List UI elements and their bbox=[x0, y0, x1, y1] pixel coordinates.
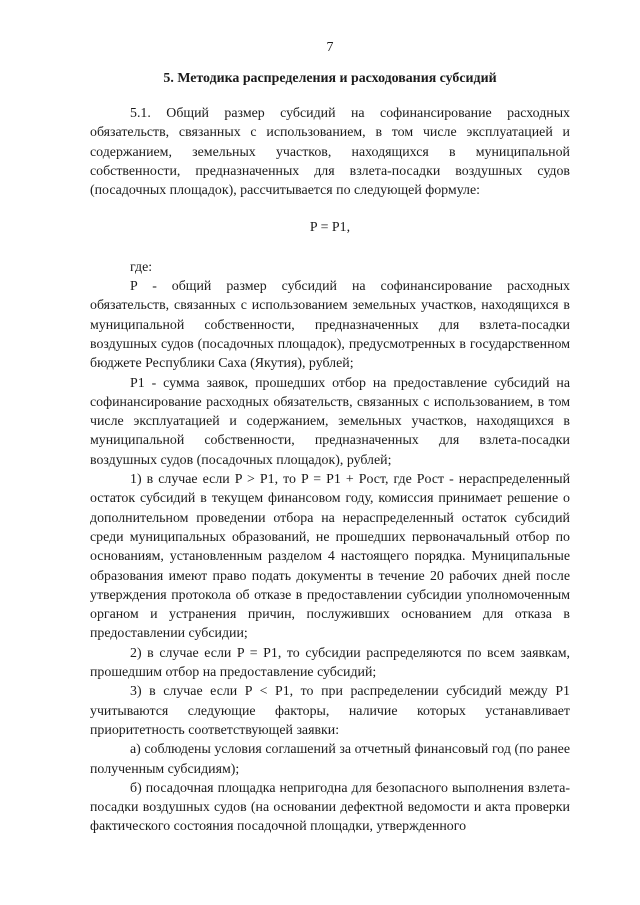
where-label: где: bbox=[130, 259, 153, 275]
case-3: 3) в случае если P < P1, то при распределении субсидий между P1 учитываются следующие факторы, наличие которых устанавливает приоритетность соответствующей заявки: bbox=[90, 684, 570, 738]
factor-a: а) соблюдены условия соглашений за отчетный финансовый год (по ранее полученным субсидиям); bbox=[90, 742, 570, 777]
paragraph-5-1: 5.1. Общий размер субсидий на софинансирование расходных обязательств, связанных с использованием, в том числе эксплуатацией и содержанием, земельных участков, находящихся в муниципальной собственности, предназначенных для взлета-посадки воздушных судов (посадочных площадок), рассчитывается по следующей формуле: bbox=[90, 106, 570, 199]
formula: P = P1, bbox=[309, 220, 351, 236]
factor-b: б) посадочная площадка непригодна для безопасного выполнения взлета-посадки воздушных судов (на основании дефектной ведомости и акта проверки фактического состояния посадочной площадки, утвержденного bbox=[90, 780, 570, 835]
definition-p: P - общий размер субсидий на софинансирование расходных обязательств, связанных с использованием земельных участков, находящихся в муниципальной собственности, предназначенных для взлета-посадки воздушных судов (посадочных площадок), предусмотренных в государственном бюджете Республики Саха (Якутия), рублей; bbox=[90, 279, 570, 372]
page-number: 7 bbox=[326, 40, 334, 55]
case-1: 1) в случае если P > P1, то P = P1 + Pост, где Pост - нераспределенный остаток субсидий в текущем финансовом году, комиссия принимает решение о дополнительном проведении отбора на нераспределенный остаток субсидий среди муниципальных образований, не прошедших первоначальный отбор по основаниям, установленным разделом 4 настоящего порядка. Муниципальные образования имеют право подать документы в течение 20 рабочих дней после утверждения протокола об отказе в предоставлении субсидии уполномоченным органом и устранения причин, послуживших основанием для отказа в предоставлении субсидии; bbox=[90, 472, 570, 642]
section-heading: 5. Методика распределения и расходования субсидий bbox=[163, 71, 497, 86]
definition-p1: P1 - сумма заявок, прошедших отбор на предоставление субсидий на софинансирование расходных обязательств, связанных с использованием, в том числе эксплуатацией и содержанием, земельных участков, находящихся в муниципальной собственности, предназначенных для взлета-посадки воздушных судов (посадочных площадок), рублей; bbox=[90, 375, 570, 468]
body-text bbox=[90, 104, 570, 837]
case-2: 2) в случае если P = P1, то субсидии распределяются по всем заявкам, прошедшим отбор на предоставление субсидий; bbox=[90, 645, 570, 681]
